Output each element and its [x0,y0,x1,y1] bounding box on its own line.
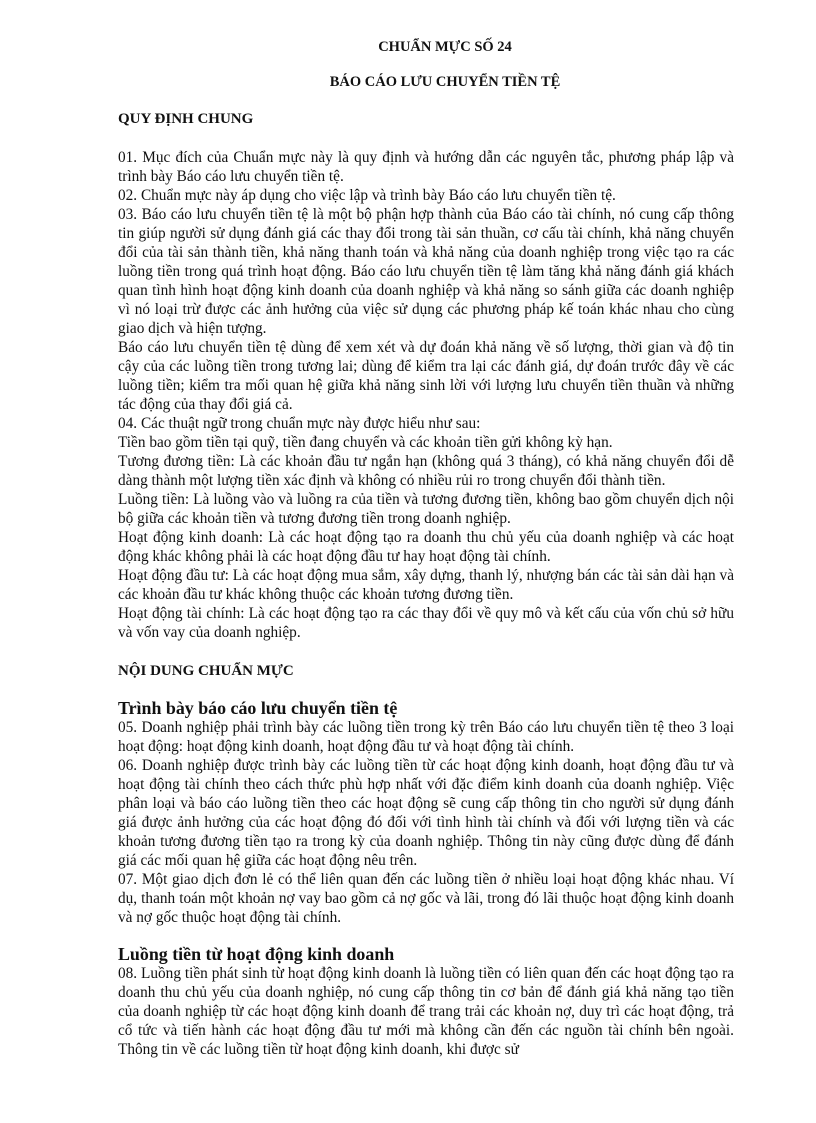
paragraph-04: 04. Các thuật ngữ trong chuẩn mực này được hiểu như sau: [118,415,481,432]
paragraph-06: 06. Doanh nghiệp được trình bày các luồng tiền từ các hoạt động kinh doanh, hoạt động đầu tư và hoạt động tài chính theo cách thức phù hợp nhất với đặc điểm kinh doanh của doanh nghiệp. Việc phân loại và báo cáo luồng tiền theo các hoạt động sẽ cung cấp thông tin cho người sử dụng đánh giá được ảnh hưởng của các hoạt động đó đối với tình hình tài chính và đối với lượng tiền và các khoản tương đương tiền tạo ra trong kỳ của doanh nghiệp. Thông tin này cũng được dùng để đánh giá các mối quan hệ giữa các hoạt động nêu trên. [118,757,734,869]
paragraph-02: 02. Chuẩn mực này áp dụng cho việc lập và trình bày Báo cáo lưu chuyển tiền tệ. [118,187,616,204]
paragraph-01: 01. Mục đích của Chuẩn mực này là quy định và hướng dẫn các nguyên tắc, phương pháp lập và trình bày Báo cáo lưu chuyển tiền tệ. [118,149,734,185]
standard-number-title: CHUẨN MỰC SỐ 24 [378,39,512,55]
paragraph-03-continued: Báo cáo lưu chuyển tiền tệ dùng để xem xét và dự đoán khả năng về số lượng, thời gian và độ tin cậy của các luồng tiền trong tương lai; dùng để kiểm tra lại các đánh giá, dự đoán trước đây về các luồng tiền; kiểm tra mối quan hệ giữa khả năng sinh lời với lượng lưu chuyển tiền thuần và những tác động của thay đổi giá cả. [118,339,734,413]
standard-name-title: BÁO CÁO LƯU CHUYỂN TIỀN TỆ [329,74,561,90]
section-heading-general: QUY ĐỊNH CHUNG [118,111,254,127]
operating-cash-flow-subsection [118,945,734,1059]
general-provisions-body [118,148,734,642]
subheading-operating-cash-flow: Luồng tiền từ hoạt động kinh doanh [118,944,395,964]
presentation-subsection [118,699,734,927]
definition-operating-activities: Hoạt động kinh doanh: Là các hoạt động tạo ra doanh thu chủ yếu của doanh nghiệp và các hoạt động khác không phải là các hoạt động đầu tư hay hoạt động tài chính. [118,529,734,565]
paragraph-08: 08. Luồng tiền phát sinh từ hoạt động kinh doanh là luồng tiền có liên quan đến các hoạt động tạo ra doanh thu chủ yếu của doanh nghiệp, nó cung cấp thông tin cơ bản để đánh giá khả năng tạo tiền của doanh nghiệp từ các hoạt động kinh doanh để trang trải các khoản nợ, duy trì các hoạt động, trả cổ tức và tiến hành các hoạt động đầu tư mới mà không cần đến các nguồn tài chính bên ngoài. Thông tin về các luồng tiền từ hoạt động kinh doanh, khi được sử [118,965,734,1058]
definition-cash-equivalents: Tương đương tiền: Là các khoản đầu tư ngắn hạn (không quá 3 tháng), có khả năng chuyển đổi dễ dàng thành một lượng tiền xác định và không có nhiều rủi ro trong chuyển đổi thành tiền. [118,453,734,489]
definition-financing-activities: Hoạt động tài chính: Là các hoạt động tạo ra các thay đổi về quy mô và kết cấu của vốn chủ sở hữu và vốn vay của doanh nghiệp. [118,605,734,641]
subheading-presentation: Trình bày báo cáo lưu chuyển tiền tệ [118,698,398,718]
paragraph-03: 03. Báo cáo lưu chuyển tiền tệ là một bộ phận hợp thành của Báo cáo tài chính, nó cung cấp thông tin giúp người sử dụng đánh giá các thay đổi trong tài sản thuần, cơ cấu tài chính, khả năng chuyển đổi của tài sản thành tiền, khả năng thanh toán và khả năng của doanh nghiệp trong việc tạo ra các luồng tiền trong quá trình hoạt động. Báo cáo lưu chuyển tiền tệ làm tăng khả năng đánh giá khách quan tình hình hoạt động kinh doanh của doanh nghiệp và khả năng so sánh giữa các doanh nghiệp vì nó loại trừ được các ảnh hưởng của việc sử dụng các phương pháp kế toán khác nhau cho cùng giao dịch và hiện tượng. [118,206,734,337]
section-heading-content: NỘI DUNG CHUẨN MỰC [118,663,294,679]
definition-cash-flows: Luồng tiền: Là luồng vào và luồng ra của tiền và tương đương tiền, không bao gồm chuyển dịch nội bộ giữa các khoản tiền và tương đương tiền trong doanh nghiệp. [118,491,734,527]
paragraph-05: 05. Doanh nghiệp phải trình bày các luồng tiền trong kỳ trên Báo cáo lưu chuyển tiền tệ theo 3 loại hoạt động: hoạt động kinh doanh, hoạt động đầu tư và hoạt động tài chính. [118,719,734,755]
paragraph-07: 07. Một giao dịch đơn lẻ có thể liên quan đến các luồng tiền ở nhiều loại hoạt động khác nhau. Ví dụ, thanh toán một khoản nợ vay bao gồm cả nợ gốc và lãi, trong đó lãi thuộc hoạt động kinh doanh và nợ gốc thuộc hoạt động tài chính. [118,871,734,926]
definition-cash: Tiền bao gồm tiền tại quỹ, tiền đang chuyển và các khoản tiền gửi không kỳ hạn. [118,434,613,451]
definition-investing-activities: Hoạt động đầu tư: Là các hoạt động mua sắm, xây dựng, thanh lý, nhượng bán các tài sản dài hạn và các khoản đầu tư khác không thuộc các khoản tương đương tiền. [118,567,734,603]
